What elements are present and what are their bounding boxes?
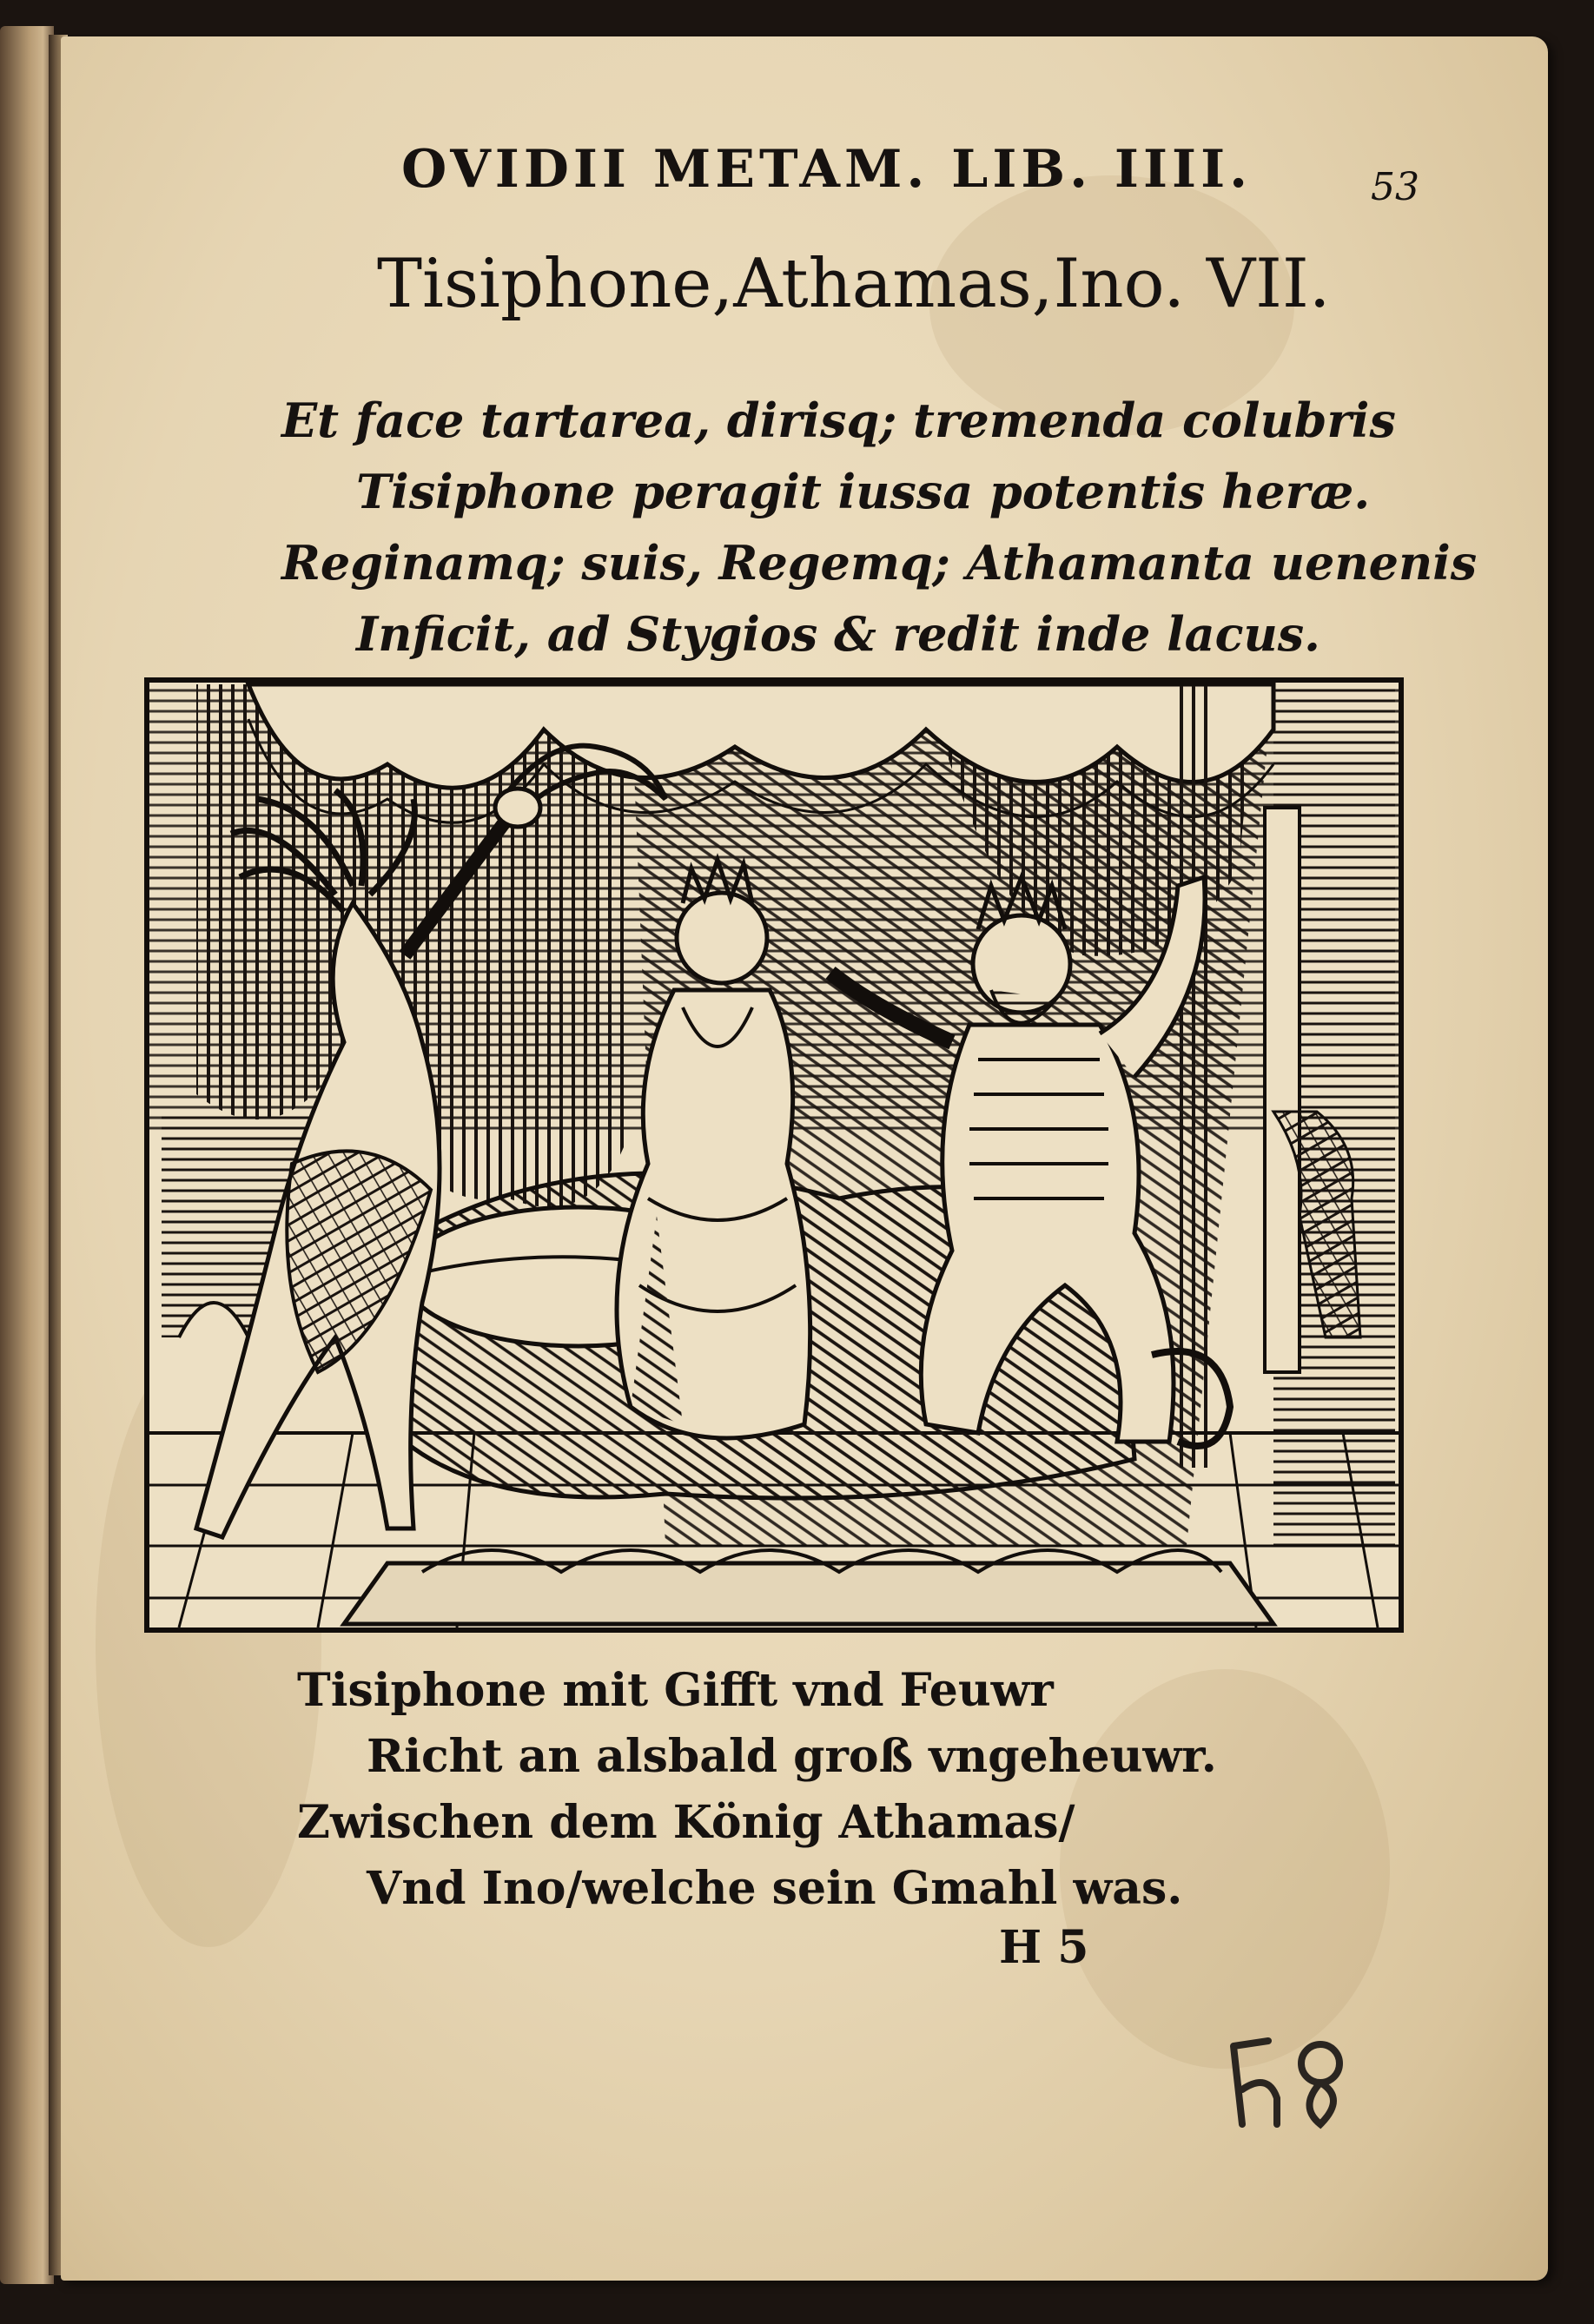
latin-verse-line: Et face tartarea, dirisq; tremenda colubris [281,393,1396,448]
latin-verse-line: Reginamq; suis, Regemq; Athamanta uenenis [281,535,1478,591]
latin-verse-line: Tisiphone peragit iussa potentis heræ. [356,464,1371,519]
page-title: Tisiphone,Athamas,Ino. VII. [377,245,1331,323]
running-head: OVIDII METAM. LIB. IIII. [401,139,1253,200]
woodcut-illustration [144,677,1404,1633]
german-verse-line: Vnd Ino/welche sein Gmahl was. [367,1862,1183,1915]
german-verse-line: Zwischen dem König Athamas/ [297,1796,1075,1849]
folio-number: 53 [1371,165,1419,209]
library-ink-mark [1216,2029,1355,2133]
german-verse-line: Richt an alsbald groß vngeheuwr. [367,1730,1217,1783]
signature-mark: H 5 [999,1921,1089,1974]
book-page [61,36,1548,2281]
german-verse-line: Tisiphone mit Gifft vnd Feuwr [297,1664,1054,1717]
latin-verse-line: Inficit, ad Stygios & redit inde lacus. [356,606,1320,662]
left-page-edge [0,26,54,2284]
